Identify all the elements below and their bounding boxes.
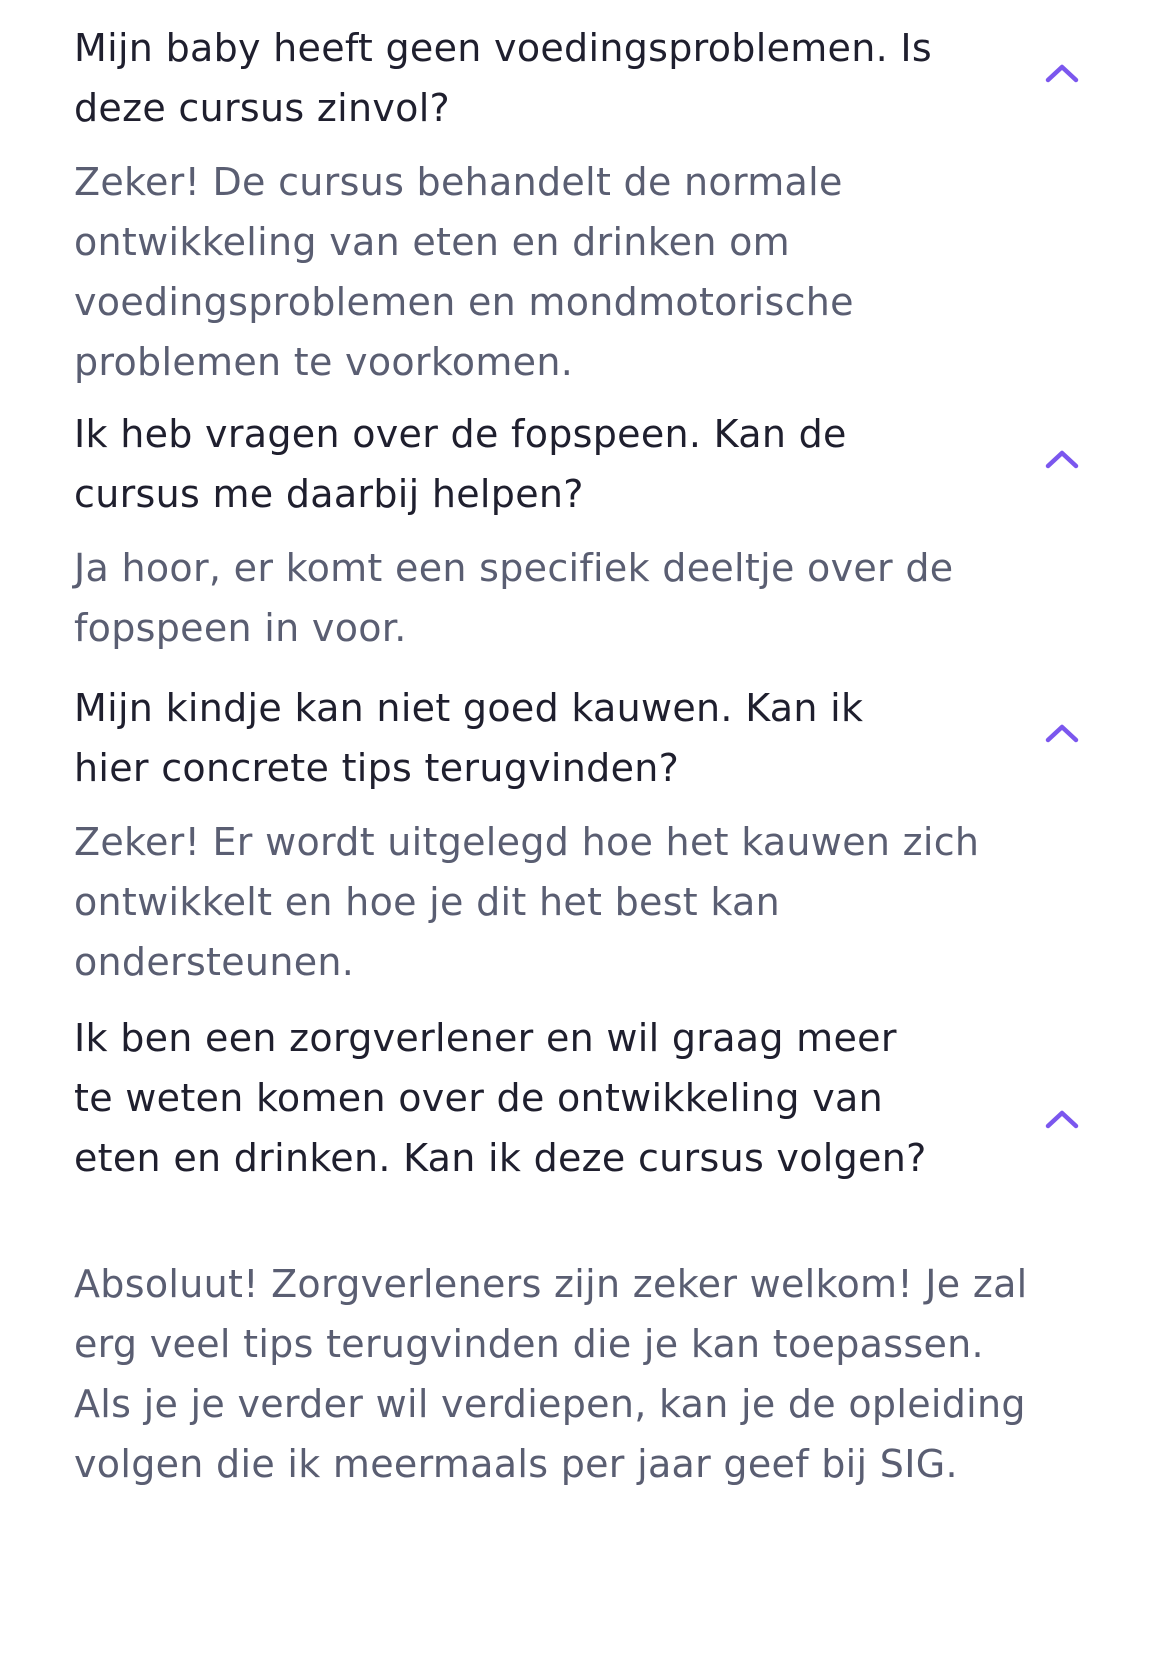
faq-answer: Zeker! De cursus behandelt de normale ontwikkeling van eten en drinken om voedingsproblemen en mondmotorische problemen te voorkomen. [74, 160, 854, 384]
faq-question[interactable]: Ik ben een zorgverlener en wil graag meer te weten komen over de ontwikkeling van eten en drinken. Kan ik deze cursus volgen? [74, 1016, 927, 1180]
faq-question-row[interactable] [74, 404, 1074, 524]
faq-question[interactable]: Mijn baby heeft geen voedingsproblemen. Is deze cursus zinvol? [74, 26, 932, 130]
chevron-up-icon[interactable] [1044, 1108, 1080, 1130]
chevron-up-icon[interactable] [1044, 722, 1080, 744]
faq-list [74, 0, 1170, 1680]
chevron-up-icon[interactable] [1044, 448, 1080, 470]
faq-question[interactable]: Ik heb vragen over de fopspeen. Kan de cursus me daarbij helpen? [74, 412, 847, 516]
faq-question-row[interactable] [74, 18, 1074, 138]
faq-answer: Zeker! Er wordt uitgelegd hoe het kauwen zich ontwikkelt en hoe je dit het best kan ondersteunen. [74, 820, 980, 984]
chevron-up-icon[interactable] [1044, 62, 1080, 84]
faq-question-row[interactable] [74, 1008, 1074, 1188]
faq-answer: Ja hoor, er komt een specifiek deeltje over de fopspeen in voor. [74, 546, 954, 650]
faq-answer: Absoluut! Zorgverleners zijn zeker welkom! Je zal erg veel tips terugvinden die je kan toepassen. Als je je verder wil verdiepen, kan je de opleiding volgen die ik meermaals per jaar geef bij SIG. [74, 1262, 1028, 1486]
faq-question[interactable]: Mijn kindje kan niet goed kauwen. Kan ik hier concrete tips terugvinden? [74, 686, 864, 790]
faq-question-row[interactable] [74, 678, 1074, 798]
